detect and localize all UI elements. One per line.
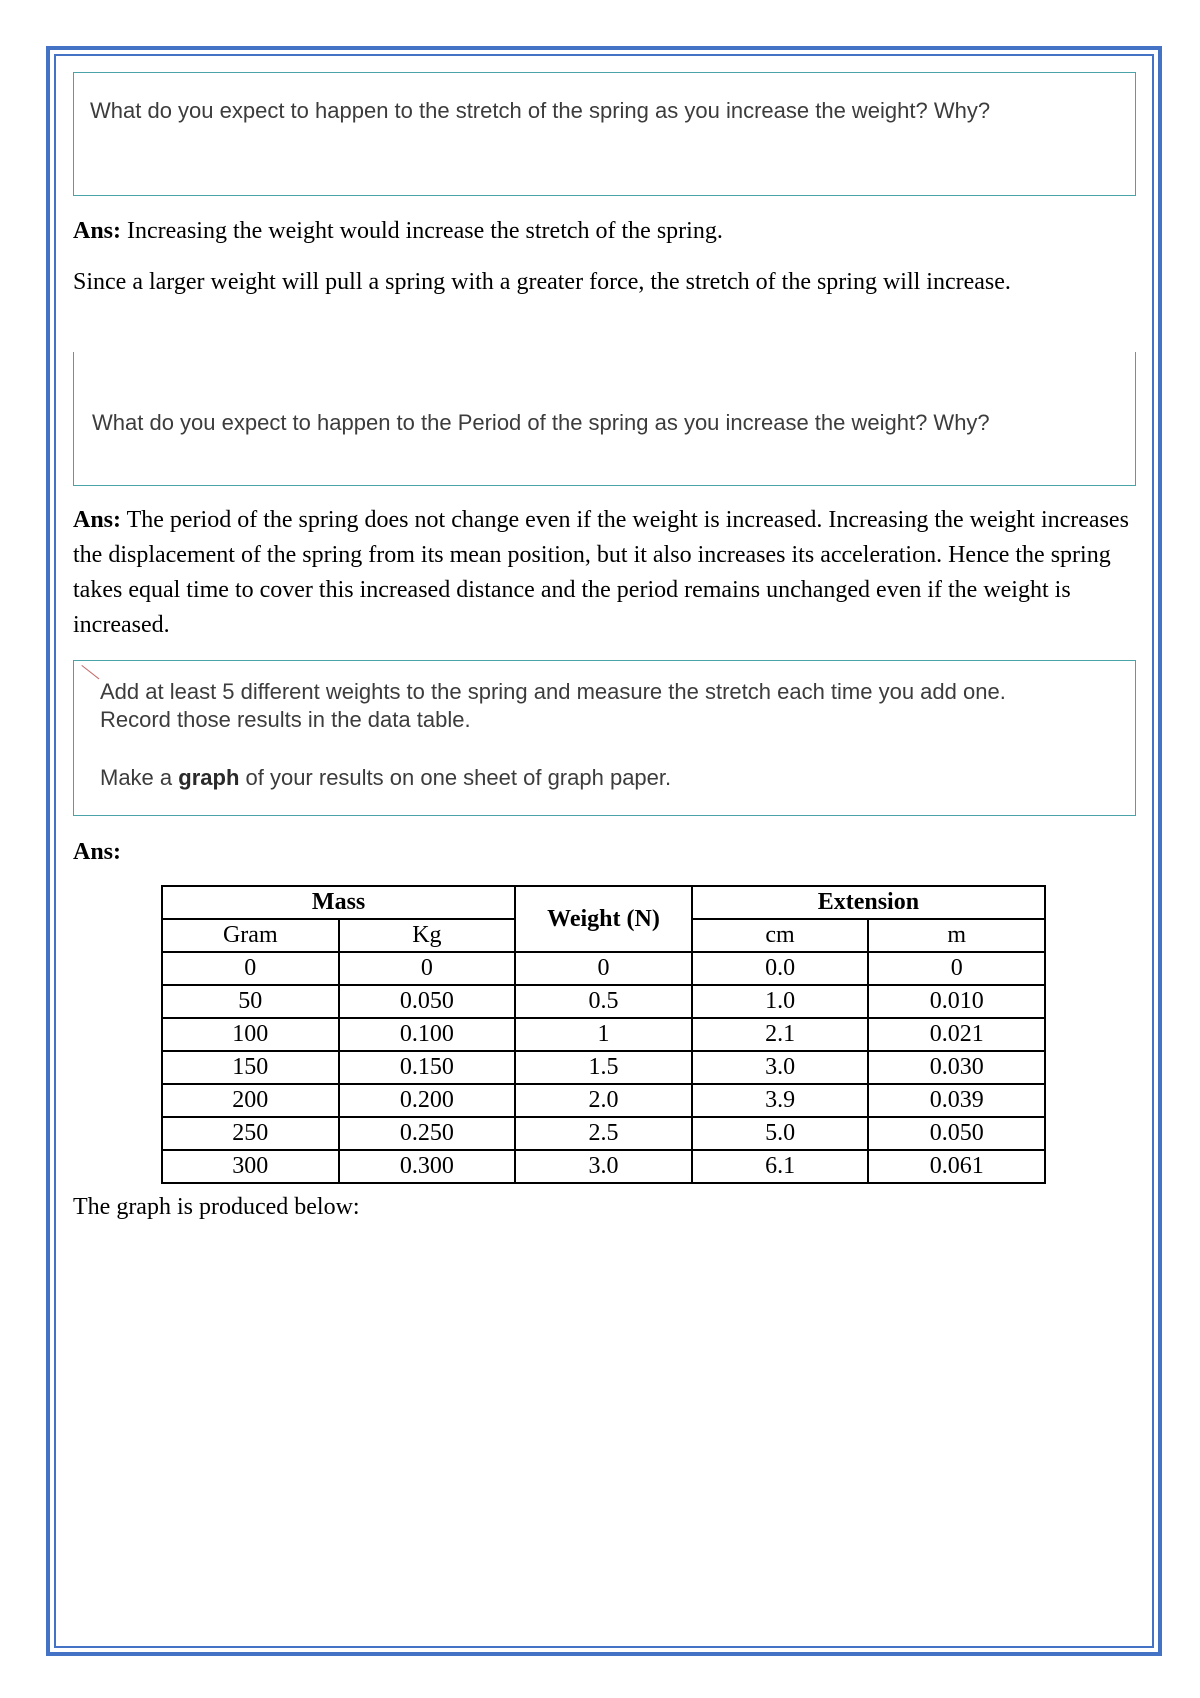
cell-kg: 0.100 — [339, 1018, 516, 1051]
answer-period — [73, 503, 1138, 643]
question-box-data-table — [73, 660, 1136, 816]
cell-gram: 200 — [162, 1084, 339, 1117]
cell-gram: 150 — [162, 1051, 339, 1084]
cell-m: 0.021 — [868, 1018, 1045, 1051]
cell-m: 0.030 — [868, 1051, 1045, 1084]
pen-mark — [81, 665, 99, 679]
table-row — [162, 985, 1045, 1018]
answer-label: Ans: — [73, 218, 122, 244]
cell-weight: 2.5 — [515, 1117, 692, 1150]
cell-cm: 5.0 — [692, 1117, 869, 1150]
cell-cm: 3.0 — [692, 1051, 869, 1084]
header-m: m — [868, 919, 1045, 952]
cell-kg: 0 — [339, 952, 516, 985]
cell-cm: 6.1 — [692, 1150, 869, 1183]
table-row — [162, 1117, 1045, 1150]
header-cm: cm — [692, 919, 869, 952]
answer-period-text: The period of the spring does not change even if the weight is increased. Increasing the weight increases the displacement of the spring from its mean position, but it also increases its acceleration. Hence the spring takes equal time to cover this increased distance and the period remains unchanged even if the weight is increased. — [73, 507, 1129, 638]
table-row — [162, 1084, 1045, 1117]
question-period-text: What do you expect to happen to the Period of the spring as you increase the weight? Why? — [92, 410, 990, 435]
instruction-line-3 — [100, 765, 671, 791]
header-gram: Gram — [162, 919, 339, 952]
header-kg: Kg — [339, 919, 516, 952]
cell-m: 0.050 — [868, 1117, 1045, 1150]
table-row — [162, 1018, 1045, 1051]
header-weight: Weight (N) — [515, 886, 692, 952]
instruction-line-1: Add at least 5 different weights to the spring and measure the stretch each time you add one. — [100, 679, 1006, 704]
cell-gram: 100 — [162, 1018, 339, 1051]
cell-weight: 0 — [515, 952, 692, 985]
table-row — [162, 952, 1045, 985]
graph-note: The graph is produced below: — [73, 1194, 360, 1220]
instruction-line-3-post: of your results on one sheet of graph paper. — [239, 765, 672, 790]
cell-kg: 0.300 — [339, 1150, 516, 1183]
cell-weight: 1 — [515, 1018, 692, 1051]
cell-kg: 0.200 — [339, 1084, 516, 1117]
instruction-graph-word: graph — [178, 765, 240, 790]
header-extension: Extension — [692, 886, 1045, 919]
answer-stretch-text: Increasing the weight would increase the stretch of the spring. — [127, 218, 723, 244]
cell-weight: 2.0 — [515, 1084, 692, 1117]
cell-m: 0.039 — [868, 1084, 1045, 1117]
answer-stretch-line1 — [73, 214, 1138, 249]
instruction-line-3-pre: Make a — [100, 765, 179, 790]
cell-kg: 0.150 — [339, 1051, 516, 1084]
answer-stretch-line2: Since a larger weight will pull a spring with a greater force, the stretch of the spring will increase. — [73, 269, 1011, 295]
question-stretch-text: What do you expect to happen to the stretch of the spring as you increase the weight? Why? — [90, 98, 991, 123]
cell-m: 0.010 — [868, 985, 1045, 1018]
cell-weight: 0.5 — [515, 985, 692, 1018]
cell-m: 0.061 — [868, 1150, 1045, 1183]
answer-label: Ans: — [73, 839, 122, 865]
cell-cm: 2.1 — [692, 1018, 869, 1051]
cell-cm: 0.0 — [692, 952, 869, 985]
cell-cm: 1.0 — [692, 985, 869, 1018]
table-row — [162, 1051, 1045, 1084]
table-row — [162, 1150, 1045, 1183]
cell-cm: 3.9 — [692, 1084, 869, 1117]
cell-weight: 3.0 — [515, 1150, 692, 1183]
cell-gram: 50 — [162, 985, 339, 1018]
cell-gram: 0 — [162, 952, 339, 985]
instruction-line-2: Record those results in the data table. — [100, 707, 471, 732]
answer-label: Ans: — [73, 507, 122, 533]
cell-weight: 1.5 — [515, 1051, 692, 1084]
question-box-period — [73, 352, 1136, 486]
results-table — [161, 885, 1046, 1184]
cell-kg: 0.050 — [339, 985, 516, 1018]
cell-kg: 0.250 — [339, 1117, 516, 1150]
cell-gram: 300 — [162, 1150, 339, 1183]
answer-table-label — [73, 835, 1138, 870]
cell-m: 0 — [868, 952, 1045, 985]
header-mass: Mass — [162, 886, 515, 919]
cell-gram: 250 — [162, 1117, 339, 1150]
question-box-stretch — [73, 72, 1136, 196]
